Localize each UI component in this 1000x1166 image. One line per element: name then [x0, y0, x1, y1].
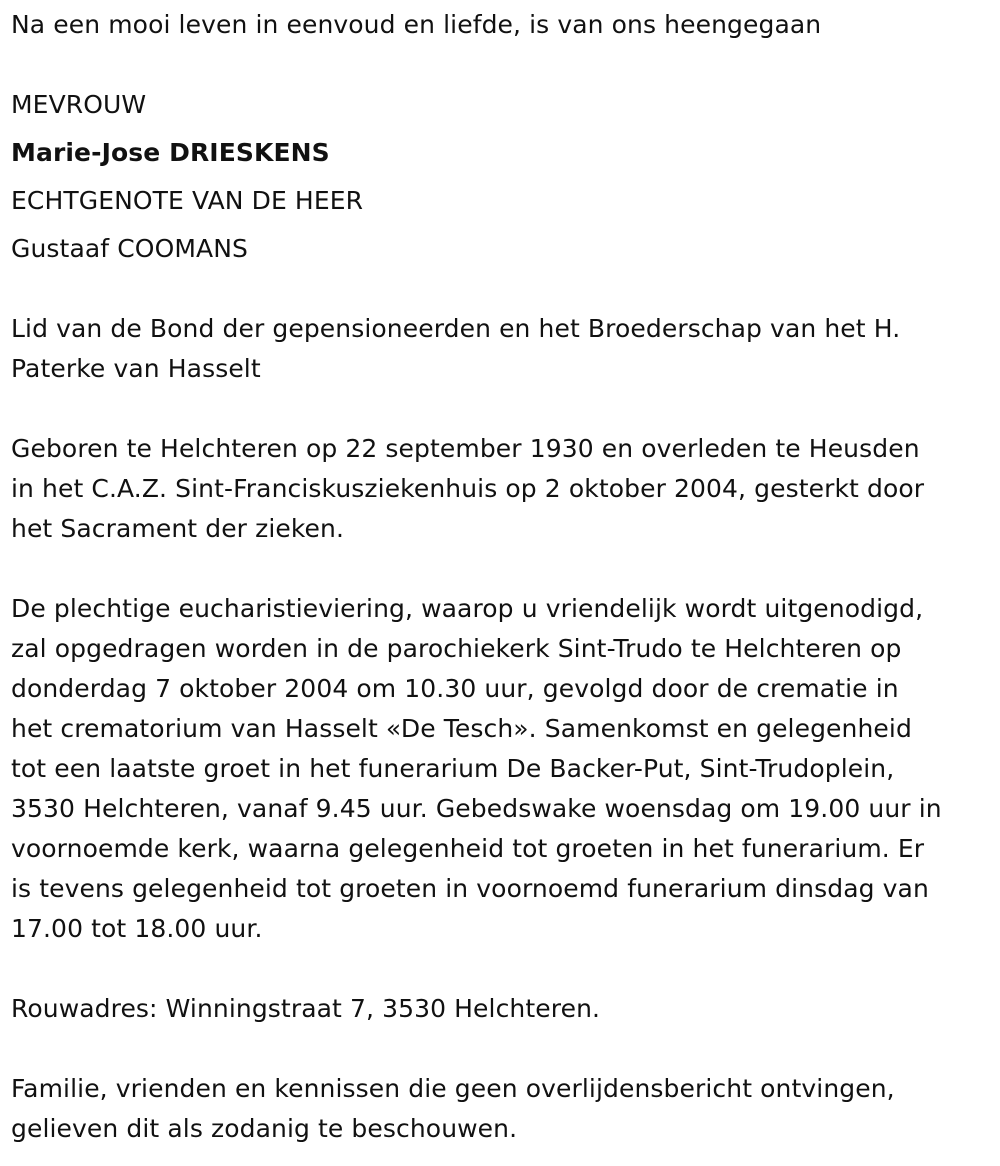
ceremony-line: het crematorium van Hasselt «De Tesch». Samenkomst en gelegenheid: [11, 714, 912, 743]
ceremony-line: 17.00 tot 18.00 uur.: [11, 914, 263, 943]
spouse-name: Gustaaf COOMANS: [11, 234, 248, 263]
deceased-name: Marie-Jose DRIESKENS: [11, 138, 330, 167]
birth-death-line: Geboren te Helchteren op 22 september 1930 en overleden te Heusden: [11, 434, 920, 463]
membership-line: Lid van de Bond der gepensioneerden en het Broederschap van het H.: [11, 314, 901, 343]
deceased-title: MEVROUW: [11, 90, 147, 119]
birth-death-line: in het C.A.Z. Sint-Franciskusziekenhuis op 2 oktober 2004, gesterkt door: [11, 474, 925, 503]
mourning-address: Rouwadres: Winningstraat 7, 3530 Helchteren.: [11, 994, 601, 1023]
ceremony-line: zal opgedragen worden in de parochiekerk Sint-Trudo te Helchteren op: [11, 634, 902, 663]
ceremony-line: donderdag 7 oktober 2004 om 10.30 uur, gevolgd door de crematie in: [11, 674, 899, 703]
spouse-title: ECHTGENOTE VAN DE HEER: [11, 186, 364, 215]
ceremony-line: De plechtige eucharistieviering, waarop u vriendelijk wordt uitgenodigd,: [11, 594, 924, 623]
membership-line: Paterke van Hasselt: [11, 354, 261, 383]
intro-text: Na een mooi leven in eenvoud en liefde, is van ons heengegaan: [11, 10, 822, 39]
ceremony-line: voornoemde kerk, waarna gelegenheid tot groeten in het funerarium. Er: [11, 834, 925, 863]
ceremony-line: 3530 Helchteren, vanaf 9.45 uur. Gebedswake woensdag om 19.00 uur in: [11, 794, 942, 823]
closing-line: Familie, vrienden en kennissen die geen overlijdensbericht ontvingen,: [11, 1074, 895, 1103]
ceremony-line: is tevens gelegenheid tot groeten in voornoemd funerarium dinsdag van: [11, 874, 929, 903]
ceremony-line: tot een laatste groet in het funerarium De Backer-Put, Sint-Trudoplein,: [11, 754, 895, 783]
birth-death-line: het Sacrament der zieken.: [11, 514, 345, 543]
closing-line: gelieven dit als zodanig te beschouwen.: [11, 1114, 518, 1143]
